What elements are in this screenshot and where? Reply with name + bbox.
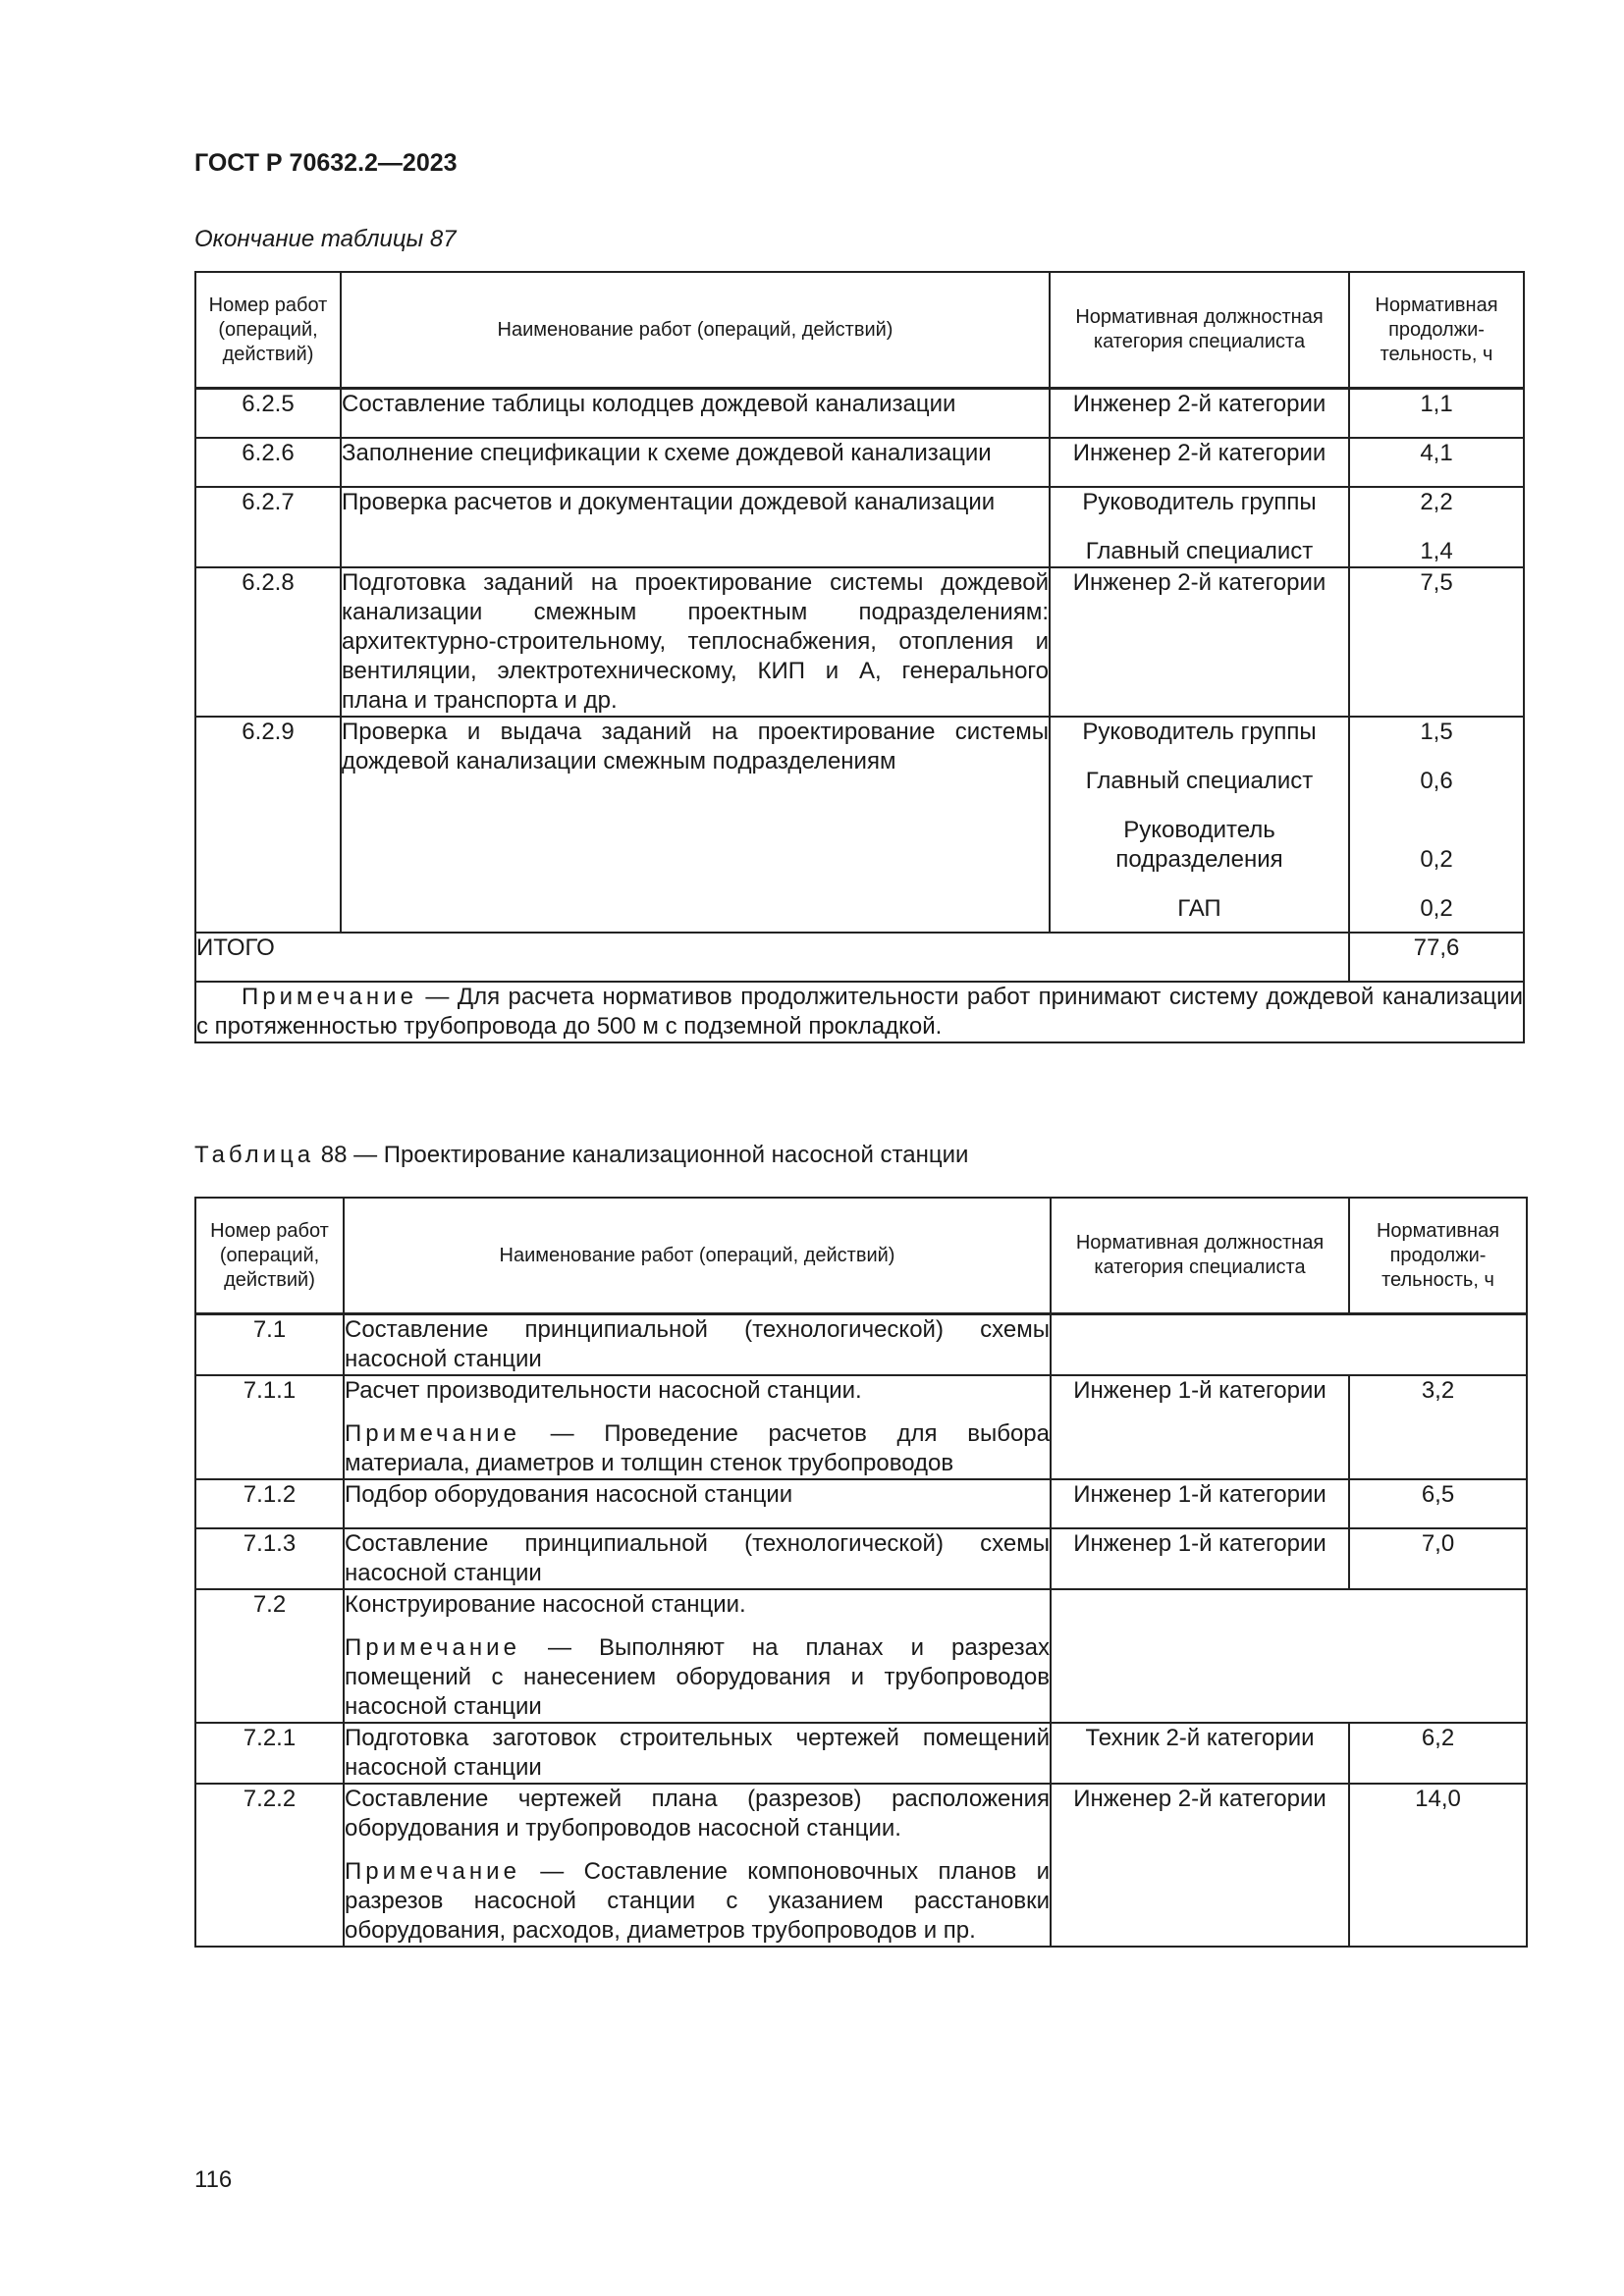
table-87-continuation-caption: Окончание таблицы 87 — [194, 226, 457, 252]
col-header-name: Наименование работ (операций, действий) — [344, 1198, 1051, 1314]
duration: 3,2 — [1349, 1375, 1527, 1479]
work-name: Составление таблицы колодцев дождевой канализации — [341, 389, 1050, 438]
work-number: 6.2.7 — [195, 487, 341, 567]
work-number: 7.1 — [195, 1314, 344, 1376]
specialist-category — [1050, 717, 1349, 933]
duration: 7,5 — [1349, 567, 1524, 717]
work-note — [345, 1857, 1050, 1946]
specialist-category: Инженер 1-й категории — [1051, 1375, 1349, 1479]
duration: 6,2 — [1349, 1723, 1527, 1784]
note-label: Примечание — [345, 1858, 520, 1885]
duration — [1349, 717, 1524, 933]
work-number: 7.2 — [195, 1589, 344, 1723]
work-name-text: Расчет производительности насосной станции. — [345, 1377, 862, 1404]
col-header-num: Номер работ (операций, действий) — [195, 272, 341, 389]
table-header-row — [195, 272, 1524, 389]
col-header-dur: Нормативная продолжи-тельность, ч — [1349, 1198, 1527, 1314]
table-row — [195, 1314, 1527, 1376]
page-number: 116 — [194, 2166, 233, 2193]
duration-line: 0,2 — [1420, 894, 1453, 922]
table-row — [195, 389, 1524, 438]
note-text: — Проведение расчетов для выбора материала, диаметров и толщин стенок трубопроводов — [345, 1420, 1050, 1476]
table-row — [195, 487, 1524, 567]
table-row — [195, 1723, 1527, 1784]
duration: 1,1 — [1349, 389, 1524, 438]
table-88-caption-label: Таблица — [194, 1142, 315, 1168]
specialist-category-line: Руководитель группы — [1082, 488, 1317, 515]
work-name-text: Конструирование насосной станции. — [345, 1591, 746, 1618]
note-row — [195, 982, 1524, 1042]
table-row — [195, 567, 1524, 717]
work-number: 6.2.9 — [195, 717, 341, 933]
table-87 — [194, 271, 1525, 1043]
note-label: Примечание — [345, 1420, 520, 1447]
empty-cell — [1051, 1314, 1527, 1376]
work-name: Составление принципиальной (технологической) схемы насосной станции — [344, 1314, 1051, 1376]
empty-cell — [1051, 1589, 1527, 1723]
table-row — [195, 1375, 1527, 1479]
work-note — [345, 1419, 1050, 1478]
table-88-caption-text: 88 — Проектирование канализационной насосной станции — [314, 1142, 969, 1168]
work-name: Подготовка заготовок строительных чертежей помещений насосной станции — [344, 1723, 1051, 1784]
duration-line: 2,2 — [1420, 488, 1453, 515]
work-note — [345, 1633, 1050, 1722]
table-88 — [194, 1197, 1528, 1948]
col-header-name: Наименование работ (операций, действий) — [341, 272, 1050, 389]
work-number: 7.1.3 — [195, 1528, 344, 1589]
specialist-category-line: Главный специалист — [1085, 537, 1314, 564]
duration-line: 1,4 — [1420, 537, 1453, 564]
col-header-dur: Нормативная продолжи-тельность, ч — [1349, 272, 1524, 389]
duration-line: 0,6 — [1420, 767, 1453, 794]
table-88-caption — [194, 1142, 968, 1169]
work-number: 7.2.1 — [195, 1723, 344, 1784]
work-number: 7.1.2 — [195, 1479, 344, 1528]
work-name: Составление принципиальной (технологической) схемы насосной станции — [344, 1528, 1051, 1589]
work-number: 6.2.5 — [195, 389, 341, 438]
specialist-category: Инженер 2-й категории — [1050, 389, 1349, 438]
work-number: 7.2.2 — [195, 1784, 344, 1947]
col-header-num: Номер работ (операций, действий) — [195, 1198, 344, 1314]
total-label: ИТОГО — [195, 933, 1349, 982]
work-number: 7.1.1 — [195, 1375, 344, 1479]
work-name: Заполнение спецификации к схеме дождевой канализации — [341, 438, 1050, 487]
specialist-category: Инженер 2-й категории — [1051, 1784, 1349, 1947]
note-label: Примечание — [242, 983, 417, 1010]
note-text: — Выполняют на планах и разрезах помещений с нанесением оборудования и трубопроводов насосной станции — [345, 1634, 1050, 1720]
specialist-category-line: Руководитель подразделения — [1115, 816, 1283, 873]
specialist-category — [1050, 487, 1349, 567]
work-name — [344, 1784, 1051, 1947]
document-code: ГОСТ Р 70632.2—2023 — [194, 149, 458, 177]
work-number: 6.2.8 — [195, 567, 341, 717]
specialist-category-line: ГАП — [1177, 894, 1221, 922]
specialist-category-line: Главный специалист — [1085, 767, 1314, 794]
duration: 4,1 — [1349, 438, 1524, 487]
table-row — [195, 1479, 1527, 1528]
duration: 7,0 — [1349, 1528, 1527, 1589]
specialist-category: Инженер 2-й категории — [1050, 567, 1349, 717]
note-text: — Составление компоновочных планов и разрезов насосной станции с указанием расстановки оборудования, расходов, диаметров трубопроводов и пр. — [345, 1858, 1050, 1944]
table-row — [195, 1589, 1527, 1723]
table-row — [195, 717, 1524, 933]
col-header-spec: Нормативная должностная категория специалиста — [1050, 272, 1349, 389]
table-note — [195, 982, 1524, 1042]
specialist-category: Техник 2-й категории — [1051, 1723, 1349, 1784]
work-name: Проверка и выдача заданий на проектирование системы дождевой канализации смежным подразделениям — [341, 717, 1050, 933]
table-header-row — [195, 1198, 1527, 1314]
duration: 14,0 — [1349, 1784, 1527, 1947]
work-name: Подготовка заданий на проектирование системы дождевой канализации смежным проектным подразделениям: архитектурно-строительному, теплоснабжения, отопления и вентиляции, электротехническому, КИП и А, генерального плана и транспорта и др. — [341, 567, 1050, 717]
duration — [1349, 487, 1524, 567]
work-name: Проверка расчетов и документации дождевой канализации — [341, 487, 1050, 567]
specialist-category: Инженер 2-й категории — [1050, 438, 1349, 487]
duration: 6,5 — [1349, 1479, 1527, 1528]
work-name — [344, 1589, 1051, 1723]
note-label: Примечание — [345, 1634, 520, 1661]
table-row — [195, 438, 1524, 487]
total-row — [195, 933, 1524, 982]
duration-line: 0,2 — [1420, 845, 1453, 873]
note-text: — Для расчета нормативов продолжительности работ принимают систему дождевой канализации с протяженностью трубопровода до 500 м с подземной прокладкой. — [196, 983, 1523, 1040]
table-row — [195, 1528, 1527, 1589]
work-name-text: Составление чертежей плана (разрезов) расположения оборудования и трубопроводов насосной станции. — [345, 1786, 1050, 1842]
work-number: 6.2.6 — [195, 438, 341, 487]
specialist-category-line: Руководитель группы — [1082, 718, 1317, 745]
duration-line: 1,5 — [1420, 718, 1453, 745]
total-value: 77,6 — [1349, 933, 1524, 982]
specialist-category: Инженер 1-й категории — [1051, 1479, 1349, 1528]
table-row — [195, 1784, 1527, 1947]
col-header-spec: Нормативная должностная категория специалиста — [1051, 1198, 1349, 1314]
specialist-category: Инженер 1-й категории — [1051, 1528, 1349, 1589]
work-name: Подбор оборудования насосной станции — [344, 1479, 1051, 1528]
work-name — [344, 1375, 1051, 1479]
